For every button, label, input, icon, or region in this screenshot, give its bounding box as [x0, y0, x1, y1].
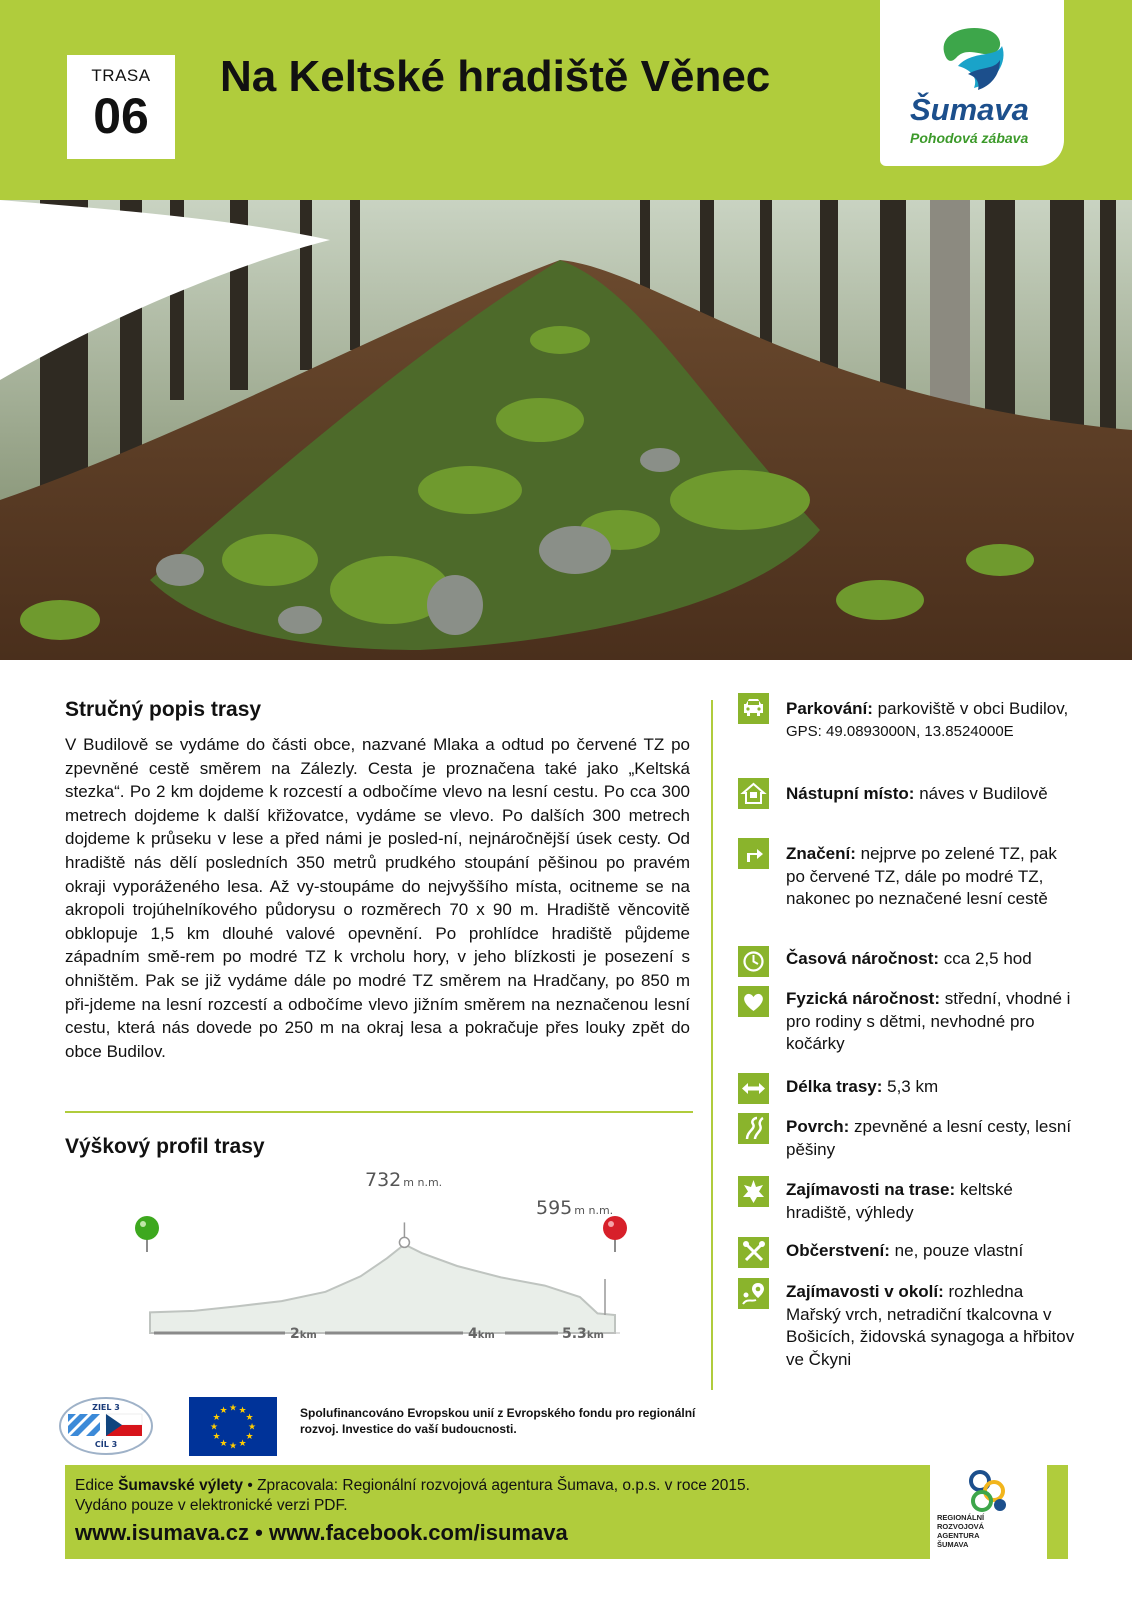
- footer: [65, 1465, 1068, 1559]
- fitness-info: [786, 988, 1076, 1056]
- agency-name-line: ŠUMAVA: [937, 1540, 969, 1549]
- turn-sign-icon: [738, 838, 769, 869]
- tick-label-2km: 2km: [290, 1326, 317, 1342]
- profile-heading: Výškový profil trasy: [65, 1135, 265, 1158]
- eu-star-icon: ★: [247, 1422, 257, 1433]
- sights-nearby-label: Zajímavosti v okolí:: [786, 1282, 944, 1301]
- peak-marker: [399, 1222, 409, 1247]
- route-label: TRASA: [91, 66, 151, 85]
- length-label: Délka trasy:: [786, 1077, 883, 1096]
- surface-info: [786, 1116, 1076, 1161]
- agency-name-line: REGIONÁLNÍ: [937, 1513, 985, 1522]
- time-label: Časová náročnost:: [786, 949, 940, 968]
- tick-unit-2km: km: [299, 1330, 317, 1341]
- map-pin-icon: [738, 1278, 769, 1309]
- parking-text: parkoviště v obci Budilov,: [877, 699, 1069, 718]
- length-info: [786, 1076, 1076, 1099]
- agency-name-line: AGENTURA: [937, 1531, 980, 1540]
- start-point-label: Nástupní místo:: [786, 784, 915, 803]
- ziel3-bottom-text: CÍL 3: [94, 1440, 118, 1449]
- page-title: Na Keltské hradiště Věnec: [220, 52, 771, 101]
- road-icon: [738, 1113, 769, 1144]
- description-text: V Budilově se vydáme do části obce, nazvané Mlaka a odtud po červené TZ po zpevněné cestě směrem na Zálezly. Cesta je proznačena také jako „Keltská stezka“. Po 2 km dojdeme k rozcestí a odbočíme vlevo na lesní cestu. Po cca 300 metrech dojdeme k další křižovatce, vydáme se vlevo. Po dalších 300 metrech dojdeme k průseku v lese a před námi je posled-ní, nejnáročnější úsek cesty. Od hradiště nás dělí posledních 350 metrů prudkého stoupání pěšinou po pravém okraji vyporáženého lesa. Až vy-stoupáme do nejvyššího místa, ocitneme se na akropoli trojúhelníkového půdorysu o rozměrech 70 x 90 m. Hradiště věncovitě obklopuje 1,5 km dlouhé valové opevnění. Po prohlídce hradiště půjdeme západním smě-rem po modré TZ k vrcholu hory, v jeho blízkosti je posezení s ohništěm. Pak se již vydáme dále po modré TZ směrem na Hradčany, po 850 m při-jdeme na lesní rozcestí a odbočíme vlevo jižním směrem na neznačenou lesní cestu, která nás dovede po 250 m na okraj lesa a pokračuje přes louky zpět do obce Budilov.: [65, 735, 690, 1061]
- refreshment-text: ne, pouze vlastní: [894, 1241, 1024, 1260]
- eu-star-icon: ★: [219, 1406, 228, 1416]
- fitness-label: Fyzická náročnost:: [786, 989, 940, 1008]
- eu-star-icon: ★: [245, 1432, 254, 1442]
- bavaria-flag-icon: [68, 1414, 100, 1436]
- ziel3-logo: [58, 1396, 154, 1456]
- logo-tagline: Pohodová zábava: [910, 130, 1029, 146]
- clock-icon: [738, 946, 769, 977]
- sights-nearby-text: rozhledna Mařský vrch, netradiční tkalcovna v Bošicích, židovská synagoga a hřbitov ve Čkyni: [786, 1282, 1075, 1369]
- sumava-logo: [880, 0, 1064, 166]
- eu-star-icon: ★: [219, 1439, 228, 1449]
- refreshment-label: Občerstvení:: [786, 1241, 890, 1260]
- edition-name: Šumavské výlety: [118, 1477, 244, 1494]
- heart-icon: [738, 986, 769, 1017]
- agency-logo: [930, 1465, 1047, 1559]
- agency-name-line: ROZVOJOVÁ: [937, 1522, 985, 1531]
- sights-on-route-label: Zajímavosti na trase:: [786, 1180, 956, 1199]
- eu-star-icon: ★: [238, 1406, 247, 1416]
- eu-star-icon: ★: [228, 1403, 238, 1414]
- eu-star-icon: ★: [209, 1422, 219, 1433]
- route-number-box: [67, 55, 175, 159]
- marking-info: [786, 843, 1076, 911]
- section-divider: [65, 1111, 693, 1113]
- peak-label: 732 m n.m.: [365, 1170, 443, 1191]
- car-icon: [738, 693, 769, 724]
- time-info: [786, 948, 1076, 971]
- footer-credit: Edice Šumavské výlety • Zpracovala: Regionální rozvojová agentura Šumava, o.p.s. v roce 2015.: [75, 1477, 750, 1494]
- sights-on-route-text: keltské hradiště, výhledy: [786, 1180, 1013, 1222]
- eu-flag: [189, 1397, 277, 1456]
- eu-star-icon: ★: [245, 1413, 254, 1423]
- time-text: cca 2,5 hod: [943, 949, 1032, 968]
- agency-logo-icon: [960, 1469, 1020, 1515]
- start-point-text: náves v Budilově: [919, 784, 1048, 803]
- sights-nearby-info: [786, 1281, 1076, 1371]
- surface-text: zpevněné a lesní cesty, lesní pěšiny: [786, 1117, 1072, 1159]
- eu-star-icon: ★: [238, 1439, 247, 1449]
- logo-name: Šumava: [910, 92, 1029, 127]
- sights-on-route-info: [786, 1179, 1076, 1224]
- description-heading: Stručný popis trasy: [65, 698, 262, 721]
- end-pin-icon: [603, 1216, 627, 1252]
- start-point-info: [786, 783, 1076, 806]
- sumava-swirl-icon: [938, 22, 1010, 94]
- fork-knife-icon: [738, 1237, 769, 1268]
- marking-label: Značení:: [786, 844, 856, 863]
- end-elevation-label: 595 m n.m.: [536, 1197, 614, 1219]
- eu-star-icon: ★: [212, 1432, 221, 1442]
- column-divider: [711, 700, 713, 1390]
- length-text: 5,3 km: [887, 1077, 939, 1096]
- tick-unit-4km: km: [477, 1330, 495, 1341]
- refreshment-info: [786, 1240, 1076, 1263]
- parking-label: Parkování:: [786, 699, 873, 718]
- fitness-text: střední, vhodné i pro rodiny s dětmi, nevhodné pro kočárky: [786, 989, 1071, 1053]
- route-number: 06: [93, 88, 149, 144]
- footer-publication-note: Vydáno pouze v elektronické verzi PDF.: [75, 1497, 348, 1514]
- tick-label-4km: 4km: [468, 1326, 495, 1342]
- elevation-area: [150, 1244, 615, 1333]
- ziel3-top-text: ZIEL 3: [92, 1403, 120, 1412]
- route-photo: [0, 200, 1132, 660]
- home-icon: [738, 778, 769, 809]
- footer-links[interactable]: www.isumava.cz • www.facebook.com/isumava: [75, 1520, 568, 1545]
- tick-unit-end: km: [586, 1330, 604, 1341]
- start-pin-icon: [135, 1216, 159, 1252]
- marking-text: nejprve po zelené TZ, pak po červené TZ, dále po modré TZ, nakonec po neznačené lesní cestě: [786, 844, 1057, 908]
- funding-statement: Spolufinancováno Evropskou unií z Evropského fondu pro regionální rozvoj. Investice do vaší budoucnosti.: [300, 1406, 696, 1436]
- czech-flag-icon: [106, 1414, 142, 1436]
- elevation-profile-chart: [120, 1170, 640, 1355]
- eu-star-icon: ★: [228, 1441, 238, 1452]
- double-arrow-icon: [738, 1073, 769, 1104]
- parking-info: [786, 698, 1076, 743]
- gps-coordinates: GPS: 49.0893000N, 13.8524000E: [786, 722, 1014, 740]
- surface-label: Povrch:: [786, 1117, 850, 1136]
- tick-label-end: 5.3km: [562, 1326, 604, 1342]
- eu-star-icon: ★: [212, 1413, 221, 1423]
- star-burst-icon: [738, 1176, 769, 1207]
